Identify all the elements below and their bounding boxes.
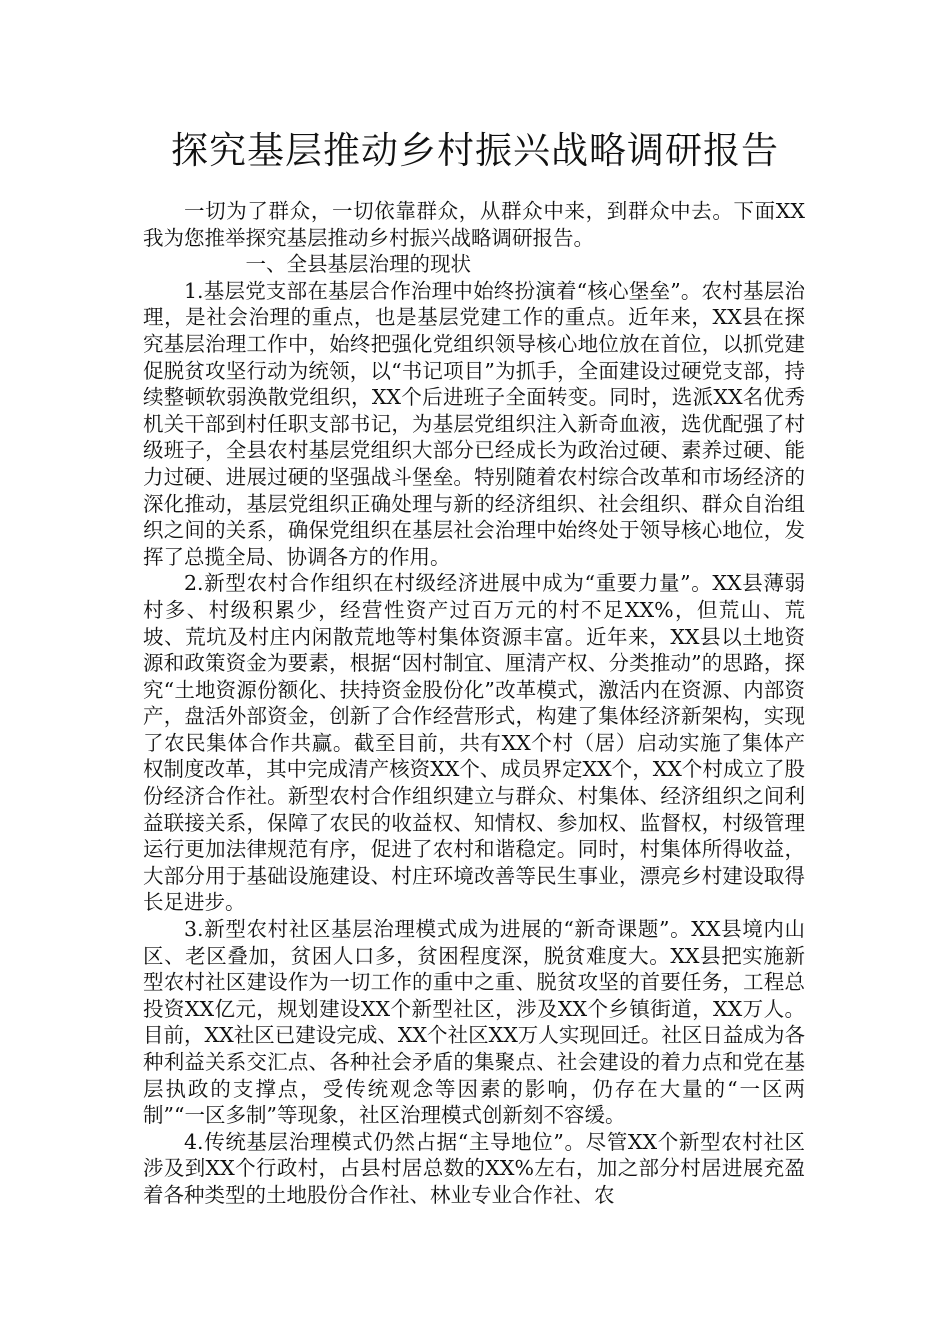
paragraph-3: 3.新型农村社区基层治理模式成为进展的“新奇课题”。XX县境内山区、老区叠加，贫困人口多，贫困程度深，脱贫难度大。XX县把实施新型农村社区建设作为一切工作的重中之重、脱贫攻坚的首要任务，工程总投资XX亿元，规划建设XX个新型社区，涉及XX个乡镇街道，XX万人。目前，XX社区已建设完成、XX个社区XX万人实现回迁。社区日益成为各种利益关系交汇点、各种社会矛盾的集聚点、社会建设的着力点和党在基层执政的支撑点，受传统观念等因素的影响，仍存在大量的“一区两制”“一区多制”等现象，社区治理模式创新刻不容缓。 (143, 917, 805, 1128)
section-heading: 一、全县基层治理的现状 (245, 252, 471, 277)
paragraph-1: 1.基层党支部在基层合作治理中始终扮演着“核心堡垒”。农村基层治理，是社会治理的重点，也是基层党建工作的重点。近年来，XX县在探究基层治理工作中，始终把强化党组织领导核心地位放在首位，以抓党建促脱贫攻坚行动为统领，以“书记项目”为抓手，全面建设过硬党支部，持续整顿软弱涣散党组织，XX个后进班子全面转变。同时，选派XX名优秀机关干部到村任职支部书记，为基层党组织注入新奇血液，选优配强了村级班子，全县农村基层党组织大部分已经成长为政治过硬、素养过硬、能力过硬、进展过硬的坚强战斗堡垒。特别随着农村综合改革和市场经济的深化推动，基层党组织正确处理与新的经济组织、社会组织、群众自治组织之间的关系，确保党组织在基层社会治理中始终处于领导核心地位，发挥了总揽全局、协调各方的作用。 (143, 278, 805, 569)
document-body (143, 198, 805, 1209)
paragraph-4: 4.传统基层治理模式仍然占据“主导地位”。尽管XX个新型农村社区涉及到XX个行政村，占县村居总数的XX%左右，加之部分村居进展充盈着各种类型的土地股份合作社、林业专业合作社、农 (143, 1129, 805, 1207)
intro-paragraph: 一切为了群众，一切依靠群众，从群众中来，到群众中去。下面XX我为您推举探究基层推动乡村振兴战略调研报告。 (143, 199, 805, 250)
document-title: 探究基层推动乡村振兴战略调研报告 (171, 129, 779, 172)
paragraph-2: 2.新型农村合作组织在村级经济进展中成为“重要力量”。XX县薄弱村多、村级积累少，经营性资产过百万元的村不足XX%，但荒山、荒坡、荒坑及村庄内闲散荒地等村集体资源丰富。近年来，XX县以土地资源和政策资金为要素，根据“因村制宜、厘清产权、分类推动”的思路，探究“土地资源份额化、扶持资金股份化”改革模式，激活内在资源、内部资产，盘活外部资金，创新了合作经营形式，构建了集体经济新架构，实现了农民集体合作共赢。截至目前，共有XX个村（居）启动实施了集体产权制度改革，其中完成清产核资XX个、成员界定XX个，XX个村成立了股份经济合作社。新型农村合作组织建立与群众、村集体、经济组织之间利益联接关系，保障了农民的收益权、知情权、参加权、监督权，村级管理运行更加法律规范有序，促进了农村和谐稳定。同时，村集体所得收益，大部分用于基础设施建设、村庄环境改善等民生事业，漂亮乡村建设取得长足进步。 (143, 571, 805, 915)
